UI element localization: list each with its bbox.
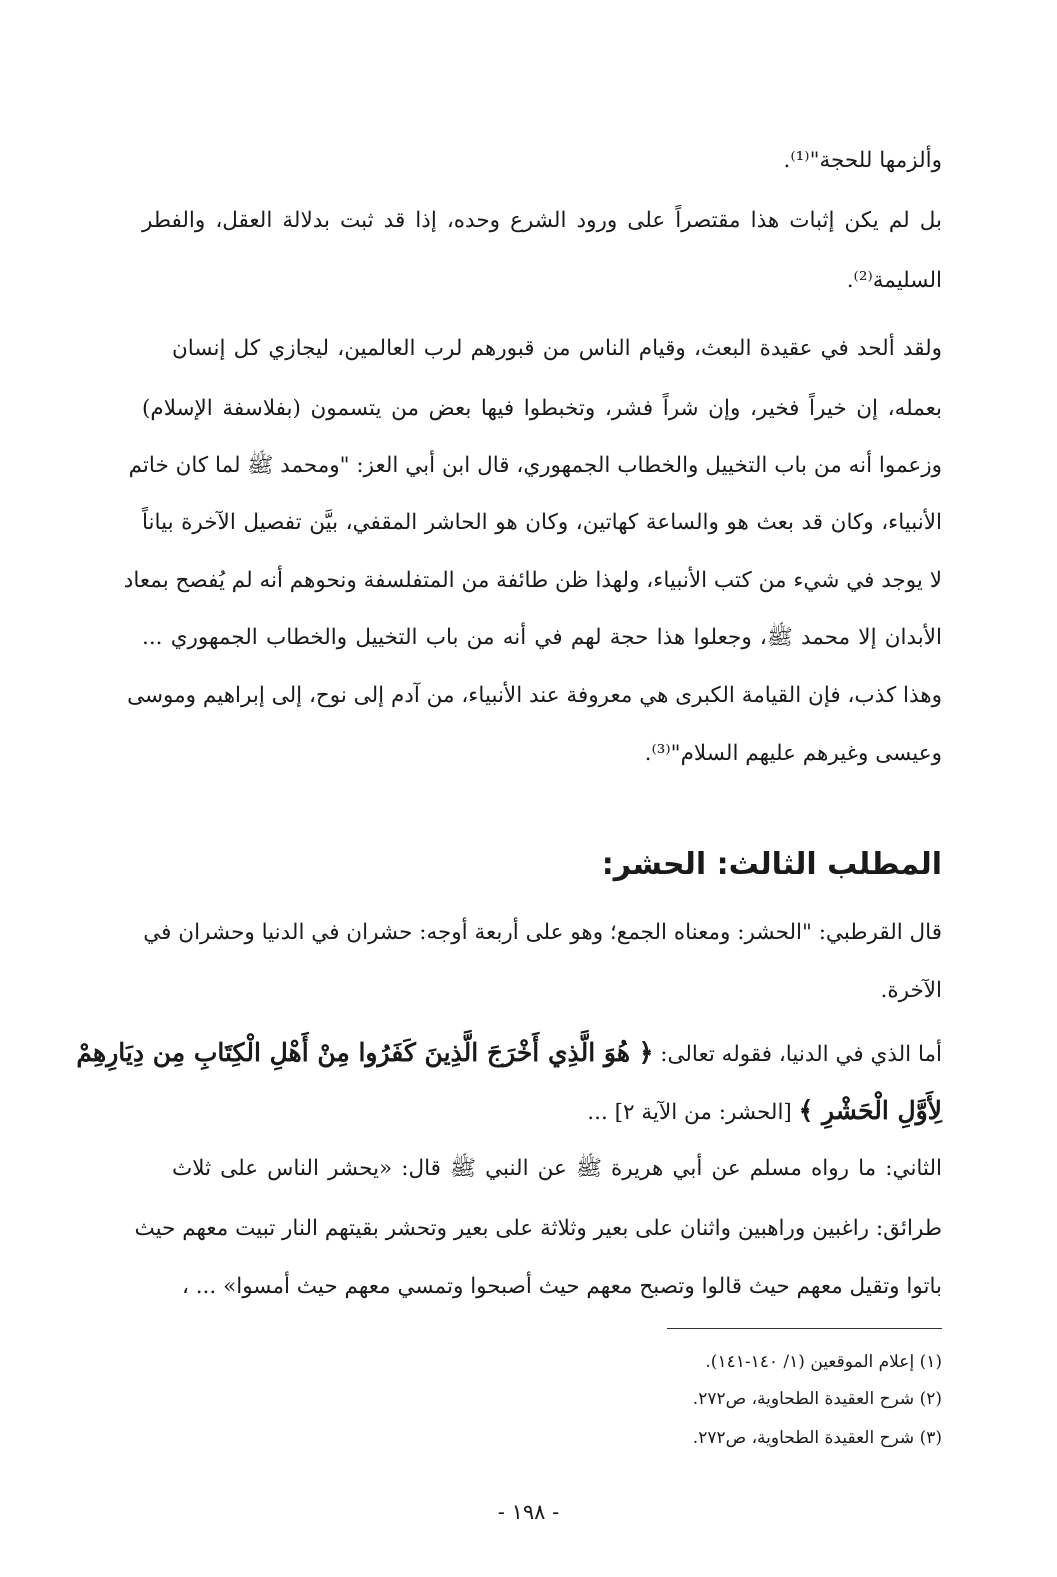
body-line-6: وزعموا أنه من باب التخييل والخطاب الجمهوري، قال ابن أبي العز: "ومحمد ﷺ لما كان خاتم bbox=[128, 453, 942, 478]
body-line-1: وألزمها للحجة"⁽¹⁾. bbox=[783, 148, 942, 173]
page-number: - ١٩٨ - bbox=[497, 1500, 560, 1524]
body-line-12: قال القرطبي: "الحشر: ومعناه الجمع؛ وهو على أربعة أوجه: حشران في الدنيا وحشران في bbox=[143, 920, 942, 945]
body-line-10: وهذا كذب، فإن القيامة الكبرى هي معروفة عند الأنبياء، من آدم إلى نوح، إلى إبراهيم وموسى bbox=[127, 683, 942, 708]
quran-verse-part-1: ﴿ هُوَ الَّذِي أَخْرَجَ الَّذِينَ كَفَرُوا مِنْ أَهْلِ الْكِتَابِ مِن دِيَارِهِمْ bbox=[76, 1038, 654, 1067]
body-line-15 bbox=[142, 1098, 942, 1124]
body-line-13: الآخرة. bbox=[880, 978, 942, 1003]
quran-reference: [الحشر: من الآية ٢] ... bbox=[587, 1100, 799, 1125]
body-line-11: وعيسى وغيرهم عليهم السلام"⁽³⁾. bbox=[644, 741, 942, 766]
body-line-17: طرائق: راغبين وراهبين واثنان على بعير وثلاثة على بعير وتحشر بقيتهم النار تبيت معهم حيث bbox=[134, 1216, 942, 1241]
body-line-14 bbox=[76, 1038, 942, 1067]
quran-intro-text: أما الذي في الدنيا، فقوله تعالى: bbox=[653, 1042, 942, 1067]
footnote-divider bbox=[667, 1328, 942, 1329]
body-line-18: باتوا وتقيل معهم حيث قالوا وتصبح معهم حيث أصبحوا وتمسي معهم حيث أمسوا» ... ، bbox=[181, 1274, 942, 1299]
body-line-2: بل لم يكن إثبات هذا مقتصراً على ورود الشرع وحده، إذا قد ثبت بدلالة العقل، والفطر bbox=[142, 208, 942, 233]
body-line-9: الأبدان إلا محمد ﷺ، وجعلوا هذا حجة لهم في أنه من باب التخييل والخطاب الجمهوري ... bbox=[142, 625, 942, 650]
quran-verse-part-2: لِأَوَّلِ الْحَشْرِ ﴾ bbox=[798, 1096, 942, 1125]
section-heading: المطلب الثالث: الحشر: bbox=[601, 847, 942, 882]
body-line-5: بعمله، إن خيراً فخير، وإن شراً فشر، وتخبطوا فيها بعض من يتسمون (بفلاسفة الإسلام) bbox=[142, 396, 942, 421]
footnote-3: (٣) شرح العقيدة الطحاوية، ص٢٧٢. bbox=[692, 1428, 942, 1448]
body-line-3: السليمة⁽²⁾. bbox=[846, 268, 942, 293]
footnote-1: (١) إعلام الموقعين (١/ ١٤٠-١٤١). bbox=[705, 1352, 942, 1372]
body-line-8: لا يوجد في شيء من كتب الأنبياء، ولهذا ظن طائفة من المتفلسفة ونحوهم أنه لم يُفصح بمعاد bbox=[123, 568, 942, 593]
footnote-2: (٢) شرح العقيدة الطحاوية، ص٢٧٢. bbox=[692, 1389, 942, 1409]
body-line-4: ولقد ألحد في عقيدة البعث، وقيام الناس من قبورهم لرب العالمين، ليجازي كل إنسان bbox=[172, 336, 942, 361]
body-line-16: الثاني: ما رواه مسلم عن أبي هريرة ﷺ عن النبي ﷺ قال: «يحشر الناس على ثلاث bbox=[172, 1156, 942, 1181]
body-line-7: الأنبياء، وكان قد بعث هو والساعة كهاتين، وكان هو الحاشر المقفي، بيَّن تفصيل الآخرة بياناً bbox=[142, 510, 942, 535]
